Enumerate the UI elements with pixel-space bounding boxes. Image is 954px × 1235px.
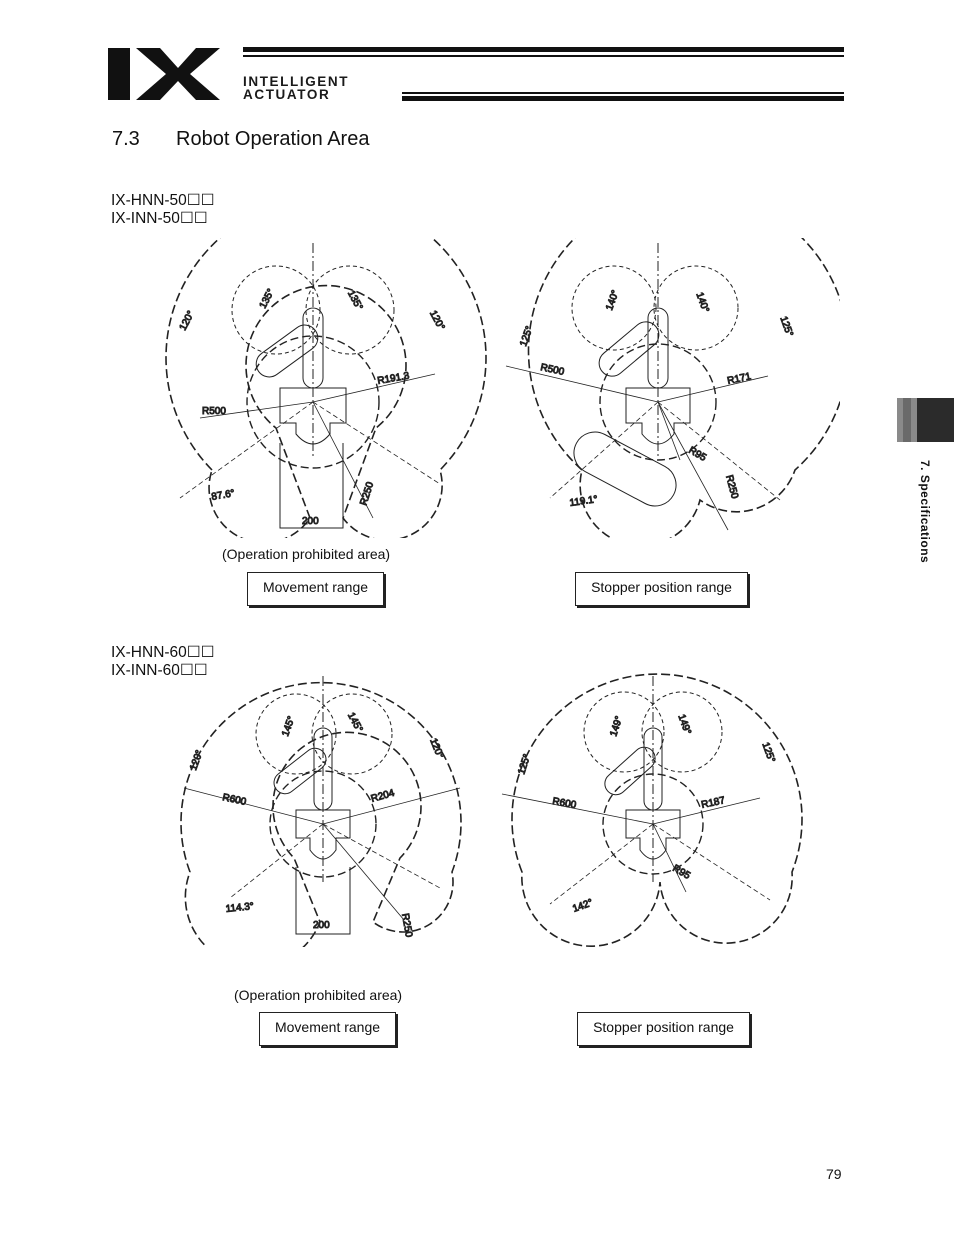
f2-right-link [600, 743, 659, 799]
chapter-label: 7. Specifications [918, 460, 932, 564]
f2-left-width: 200 [313, 920, 330, 931]
f1-left-radius-inner: R191.3 [376, 370, 411, 387]
f2-left-ray-4 [323, 824, 440, 888]
chapter-tab-stripe [903, 398, 911, 442]
figure1-right-drawing [506, 238, 840, 538]
header-rule-top-thin [243, 55, 844, 57]
f1-right-ray-4 [658, 402, 680, 460]
f2-right-angle-a: 125° [516, 752, 534, 776]
ix-logo [108, 44, 238, 102]
logo-line-2: ACTUATOR [243, 87, 331, 102]
figure2-legend-movement: Movement range [259, 1012, 396, 1046]
f1-right-ray-1 [506, 366, 658, 402]
f1-left-radius-base: R250 [358, 480, 377, 507]
f1-right-angle-a: 125° [518, 324, 536, 349]
f2-right-angle-b: 149° [608, 714, 626, 738]
f1-left-radius-outer: R500 [202, 406, 226, 417]
f1-right-link [594, 317, 664, 382]
page-number: 79 [826, 1166, 842, 1182]
f2-left-angle-c: 145° [345, 710, 365, 735]
f2-left-radius-base: R250 [399, 912, 415, 939]
f1-right-angle-b: 140° [604, 288, 622, 313]
f1-left-link [251, 320, 323, 382]
f2-right-angle-bottom: 142° [571, 897, 595, 915]
figure1-model-2: IX-INN-50☐☐ [111, 210, 208, 227]
figure2-legend-stopper: Stopper position range [577, 1012, 750, 1046]
f2-left-angle-d: 120° [427, 736, 446, 761]
f2-left-ray-1 [184, 788, 323, 824]
f1-left-angle-b: 135° [257, 287, 278, 311]
f2-left-angle-b: 145° [280, 714, 298, 739]
f1-right-angle-d: 125° [777, 314, 795, 339]
f1-right-radius-outer: R500 [539, 362, 566, 378]
f2-left-radius-outer: R600 [221, 792, 248, 808]
f2-right-arc-a [584, 692, 664, 772]
f2-left-movement-outline [181, 683, 461, 947]
figure2-prohibited-note: (Operation prohibited area) [234, 987, 403, 1003]
figure1-legend-movement: Movement range [247, 572, 384, 606]
f2-right-ray-4 [550, 824, 653, 904]
f1-left-ray-4 [313, 402, 440, 484]
f2-left-angle-bottom: 114.3° [225, 901, 255, 915]
f1-left-angle-c: 135° [345, 288, 365, 313]
f1-left-angle-bottom: 87.6° [210, 488, 236, 503]
f1-right-radius-inner: R171 [726, 371, 753, 387]
f1-right-angle-c: 140° [693, 290, 711, 315]
f1-left-width: 200 [302, 516, 319, 527]
f1-left-ray-3 [180, 402, 313, 498]
figure1-legend-stopper: Stopper position range [575, 572, 748, 606]
figure1-model-labels [111, 192, 215, 228]
f1-right-ray-5 [550, 402, 658, 498]
f2-left-radius-inner: R204 [369, 787, 396, 805]
figure1-left-drawing [166, 238, 486, 538]
f2-right-ray-5 [653, 824, 770, 900]
section-title: Robot Operation Area [176, 128, 370, 150]
figure2-left-drawing [181, 676, 461, 947]
figure2-diagram [170, 672, 810, 947]
f1-right-radius-small: R95 [686, 445, 708, 464]
f1-right-radius-base: R250 [723, 473, 740, 500]
f1-right-arc-b [654, 266, 738, 350]
chapter-tab [897, 398, 954, 442]
header-rule-top-thick [243, 47, 844, 52]
f1-right-ray-3 [658, 402, 728, 530]
f2-left-arc-b [312, 694, 392, 774]
f2-right-radius-inner: R187 [700, 795, 727, 811]
f2-left-ray-5 [323, 824, 404, 920]
header-rule-bottom-thin [402, 92, 844, 94]
figure1-model-1: IX-HNN-50☐☐ [111, 192, 215, 209]
f1-right-angle-bottom: 119.1° [568, 494, 599, 509]
f2-right-radius-small: R95 [670, 863, 692, 882]
figure2-model-1: IX-HNN-60☐☐ [111, 644, 215, 661]
f2-right-angle-c: 149° [675, 712, 693, 737]
section-heading [112, 128, 369, 151]
logo-subtitle [243, 75, 349, 101]
f1-left-angle-a: 120° [177, 309, 198, 333]
figure1-prohibited-note: (Operation prohibited area) [222, 546, 391, 562]
figure1-diagram [140, 238, 840, 538]
f2-left-angle-a: 120° [188, 748, 206, 773]
logo-line-1: INTELLIGENT [243, 74, 350, 89]
header-rule-bottom-thick [402, 96, 844, 101]
figure2-right-drawing [502, 674, 802, 946]
f2-left-ray-3 [230, 824, 323, 898]
section-number: 7.3 [112, 128, 140, 150]
f2-right-radius-outer: R600 [551, 796, 577, 812]
f2-right-ray-1 [502, 794, 653, 824]
figure2-model-2: IX-INN-60☐☐ [111, 662, 208, 679]
f1-left-angle-d: 120° [427, 308, 447, 333]
f2-right-angle-d: 125° [759, 740, 777, 765]
